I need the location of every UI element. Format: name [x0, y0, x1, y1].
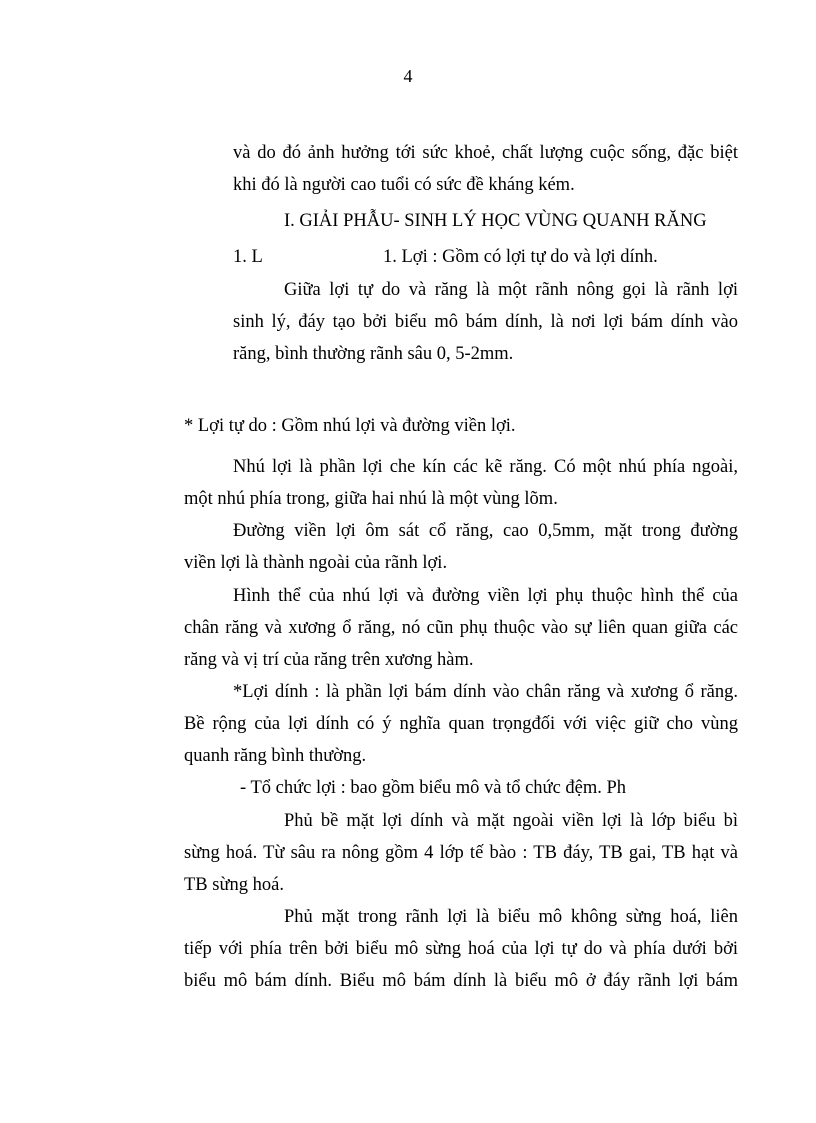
text-line: Nhú lợi là phần lợi che kín các kẽ răng. Có một nhú phía ngoài,	[233, 457, 738, 477]
text-line: *Lợi dính : là phần lợi bám dính vào chân răng và xương ổ răng.	[233, 682, 738, 702]
text-line: răng và vị trí của răng trên xương hàm.	[184, 650, 474, 670]
text-line: TB sừng hoá.	[184, 875, 284, 895]
text-line: chân răng và xương ổ răng, nó cũn phụ thuộc vào sự liên quan giữa các	[184, 618, 738, 638]
text-line: tiếp với phía trên bởi biểu mô sừng hoá của lợi tự do và phía dưới bởi	[184, 939, 738, 959]
text-line: sinh lý, đáy tạo bởi biểu mô bám dính, là nơi lợi bám dính vào	[233, 312, 738, 332]
page-number: 4	[403, 66, 413, 86]
section-heading: I. GIẢI PHẪU- SINH LÝ HỌC VÙNG QUANH RĂNG	[284, 211, 707, 231]
text-line: Đường viền lợi ôm sát cổ răng, cao 0,5mm, mặt trong đường	[233, 521, 738, 541]
text-line: quanh răng bình thường.	[184, 746, 367, 766]
text-line: * Lợi tự do : Gồm nhú lợi và đường viền lợi.	[184, 416, 516, 436]
text-line: viền lợi là thành ngoài của rãnh lợi.	[184, 553, 448, 573]
text-line: biểu mô bám dính. Biểu mô bám dính là biểu mô ở đáy rãnh lợi bám	[184, 971, 738, 991]
subheading-fragment: 1. L	[233, 247, 263, 267]
text-line: một nhú phía trong, giữa hai nhú là một vùng lõm.	[184, 489, 558, 509]
subheading: 1. Lợi : Gồm có lợi tự do và lợi dính.	[383, 247, 658, 267]
text-line: Hình thể của nhú lợi và đường viền lợi phụ thuộc hình thể của	[233, 586, 738, 606]
text-line: - Tổ chức lợi : bao gồm biểu mô và tổ chức đệm. Ph	[240, 778, 627, 798]
text-line: Bề rộng của lợi dính có ý nghĩa quan trọngđối với việc giữ cho vùng	[184, 714, 738, 734]
text-line: răng, bình thường rãnh sâu 0, 5-2mm.	[233, 344, 514, 364]
text-line: Giữa lợi tự do và răng là một rãnh nông gọi là rãnh lợi	[284, 280, 738, 300]
text-line: khi đó là người cao tuổi có sức đề kháng kém.	[233, 175, 575, 195]
text-line: Phủ bề mặt lợi dính và mặt ngoài viền lợi là lớp biểu bì	[284, 811, 738, 831]
text-line: và do đó ảnh hưởng tới sức khoẻ, chất lượng cuộc sống, đặc biệt	[233, 143, 738, 163]
text-line: Phủ mặt trong rãnh lợi là biểu mô không sừng hoá, liên	[284, 907, 738, 927]
text-line: sừng hoá. Từ sâu ra nông gồm 4 lớp tế bào : TB đáy, TB gai, TB hạt và	[184, 843, 738, 863]
